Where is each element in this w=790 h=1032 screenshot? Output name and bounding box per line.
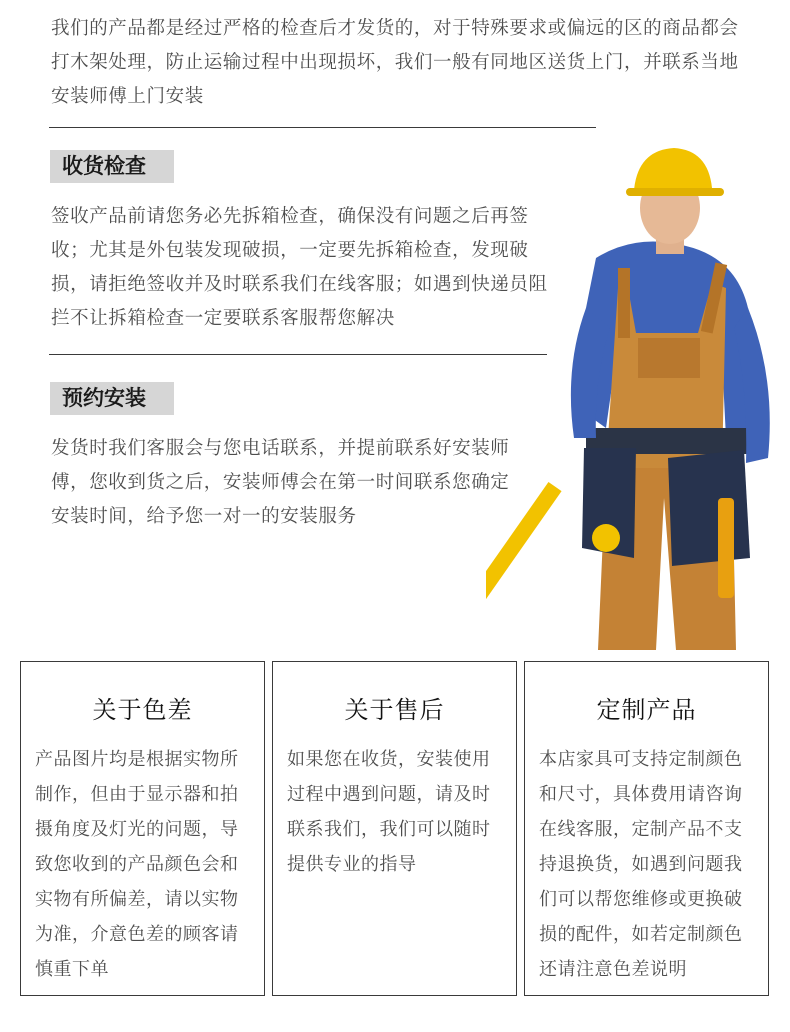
card-title: 关于售后 xyxy=(344,696,445,724)
card-text: 如果您在收货，安装使用过程中遇到问题，请及时联系我们，我们可以随时提供专业的指导 xyxy=(287,749,491,875)
divider-1 xyxy=(49,127,596,128)
card-after-sales xyxy=(272,661,517,996)
construction-worker-image xyxy=(486,138,790,650)
intro-text: 我们的产品都是经过严格的检查后才发货的，对于特殊要求或偏远的区的商品都会打木架处理，防止运输过程中出现损坏，我们一般有同地区送货上门，并联系当地安装师傅上门安装 xyxy=(51,18,739,107)
card-custom-products xyxy=(524,661,769,996)
install-text: 发货时我们客服会与您电话联系，并提前联系好安装师傅，您收到货之后，安装师傅会在第一时间联系您确定安装时间，给予您一对一的安装服务 xyxy=(51,438,510,527)
receipt-text: 签收产品前请您务必先拆箱检查，确保没有问题之后再签收；尤其是外包装发现破损，一定要先拆箱检查，发现破损，请拒绝签收并及时联系我们在线客服；如遇到快递员阻拦不让拆箱检查一定要联系客服帮您解决 xyxy=(51,206,548,329)
card-title: 关于色差 xyxy=(92,696,193,724)
card-title: 定制产品 xyxy=(596,696,697,724)
divider-2 xyxy=(49,354,547,355)
card-color-difference xyxy=(20,661,265,996)
card-text: 产品图片均是根据实物所制作，但由于显示器和拍摄角度及灯光的问题，导致您收到的产品颜色会和实物有所偏差，请以实物为准，介意色差的顾客请慎重下单 xyxy=(35,749,239,980)
install-label: 预约安装 xyxy=(50,382,174,415)
card-text: 本店家具可支持定制颜色和尺寸，具体费用请咨询在线客服，定制产品不支持退换货，如遇到问题我们可以帮您维修或更换破损的配件，如若定制颜色还请注意色差说明 xyxy=(539,749,743,980)
receipt-label: 收货检查 xyxy=(50,150,174,183)
